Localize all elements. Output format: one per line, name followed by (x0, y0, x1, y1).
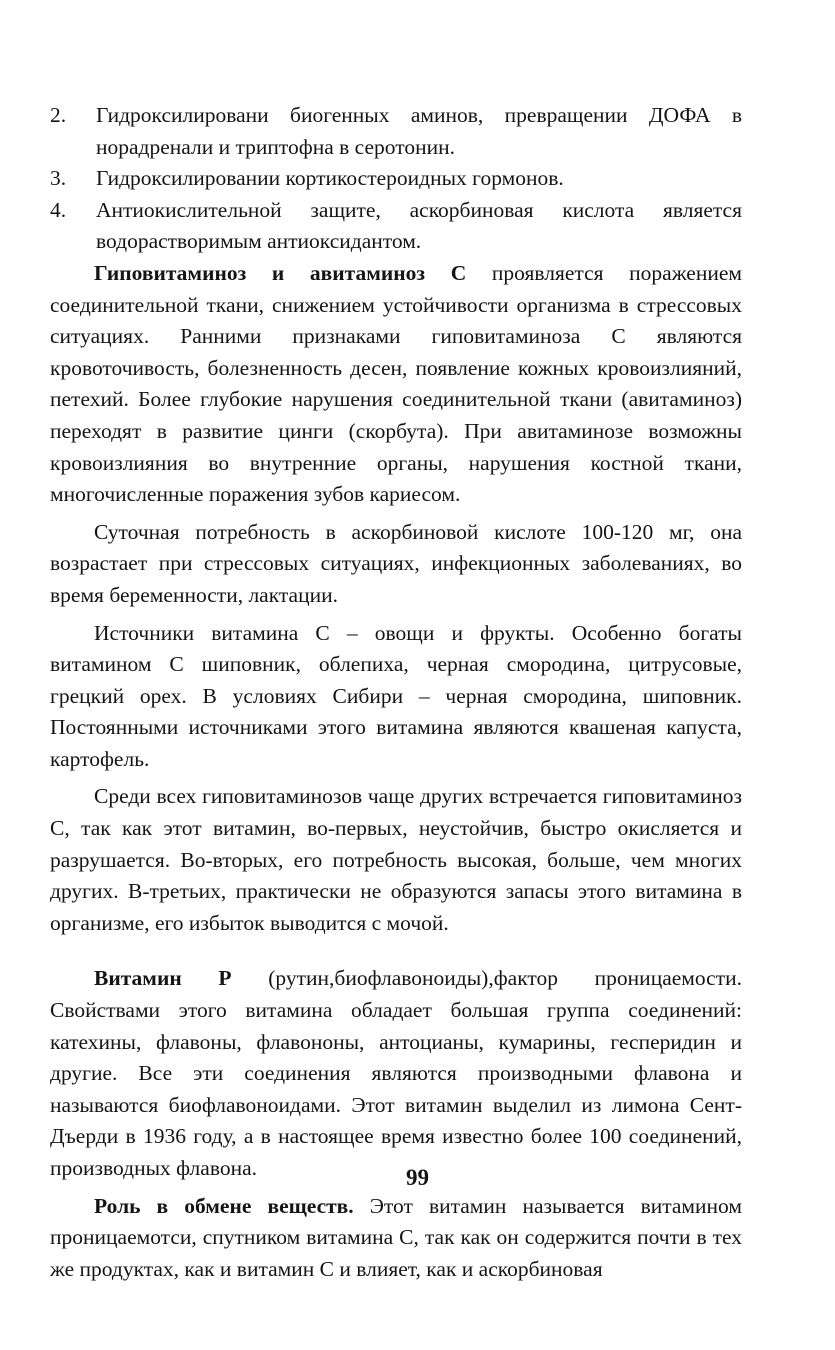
list-item-text: Гидроксилировани биогенных аминов, превращении ДОФА в норадренали и триптофна в серотонин. (96, 103, 742, 159)
list-item-text: Гидроксилировании кортикостероидных гормонов. (96, 166, 564, 191)
spacer (50, 939, 742, 963)
paragraph-frequency: Среди всех гиповитаминозов чаще других встречается гиповитаминоз С, так как этот витамин, во-первых, неустойчив, быстро окисляется и разрушается. Во-вторых, его потребность высокая, больше, чем многих других. В-третьих, практически не образуются запасы этого витамина в организме, его избыток выводится с мочой. (50, 784, 742, 935)
role-heading: Роль в обмене веществ. (94, 1193, 354, 1218)
list-number: 3. (50, 166, 67, 191)
paragraph-vitamin-p (50, 963, 742, 1184)
hypovitaminosis-heading: Гиповитаминоз и авитаминоз С (94, 260, 467, 285)
hypovitaminosis-text: проявляется поражением соединительной ткани, снижением устойчивости организма в стрессовых ситуациях. Ранними признаками гиповитаминоза С являются кровоточивость, болезненность десен, появление кожных кровоизлияний, петехий. Более глубокие нарушения соединительной ткани (авитаминоз) переходят в развитие цинги (скорбута). При авитаминозе возможны кровоизлияния во внутренние органы, нарушения костной ткани, многочисленные поражения зубов кариесом. (50, 260, 742, 507)
list-item (50, 163, 742, 195)
paragraph-hypovitaminosis (50, 258, 742, 511)
page-body (50, 100, 742, 1285)
list-item (50, 195, 742, 258)
role-text: Этот витамин называется витамином проницаемотси, спутником витамина С, так как он содержится почти в тех же продуктах, как и витамин С и влияет, как и аскорбиновая (50, 1193, 742, 1281)
numbered-list (50, 100, 742, 258)
paragraph-role (50, 1191, 742, 1286)
list-item (50, 100, 742, 163)
paragraph-sources: Источники витамина С – овощи и фрукты. Особенно богаты витамином С шиповник, облепиха, черная смородина, цитрусовые, грецкий орех. В условиях Сибири – черная смородина, шиповник. Постоянными источниками этого витамина являются квашеная капуста, картофель. (50, 620, 742, 771)
page-number: 99 (406, 1165, 429, 1190)
vitamin-p-heading: Витамин Р (94, 966, 232, 991)
vitamin-p-text: (рутин,биофлавоноиды),фактор проницаемости. Свойствами этого витамина обладает большая группа соединений: катехины, флавоны, флавононы, антоцианы, кумарины, гесперидин и другие. Все эти соединения являются производными флавона и называются биофлавоноидами. Этот витамин выделил из лимона Сент-Дъерди в 1936 году, а в настоящее время известно более 100 соединений, производных флавона. (50, 966, 742, 1180)
paragraph-daily-need: Суточная потребность в аскорбиновой кислоте 100-120 мг, она возрастает при стрессовых ситуациях, инфекционных заболеваниях, во время беременности, лактации. (50, 519, 742, 607)
list-item-text: Антиокислительной защите, аскорбиновая кислота является водорастворимым антиоксидантом. (96, 197, 742, 254)
list-number: 4. (50, 197, 67, 222)
list-number: 2. (50, 103, 67, 127)
